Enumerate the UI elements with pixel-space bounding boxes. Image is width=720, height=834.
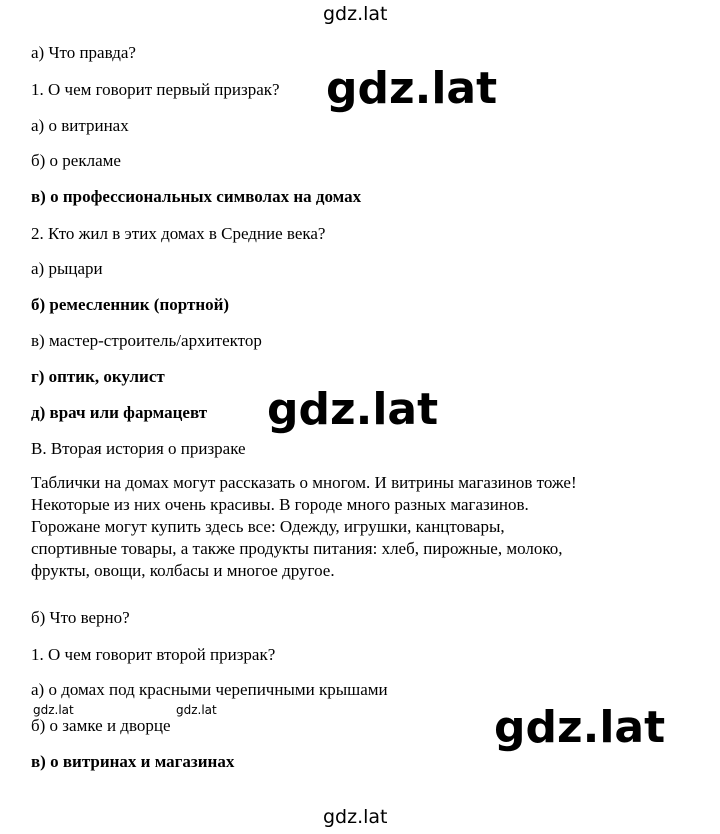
question-2-middle-ages: 2. Кто жил в этих домах в Средние века? — [31, 224, 326, 243]
watermark-big-1: gdz.lat — [326, 63, 498, 114]
answer-option-a: а) о домах под красными черепичными крышами — [31, 680, 388, 699]
watermark-tiny-1: gdz.lat — [33, 703, 74, 717]
watermark-big-3: gdz.lat — [494, 702, 666, 753]
section-heading-true: а) Что правда? — [31, 43, 136, 62]
story-line: спортивные товары, а также продукты питания: хлеб, пирожные, молоко, — [31, 539, 563, 558]
answer-option-b-selected: б) ремесленник (портной) — [31, 295, 230, 314]
answer-option-d-selected: г) оптик, окулист — [31, 367, 165, 386]
answer-option-e-selected: д) врач или фармацевт — [31, 403, 208, 422]
story-line: Горожане могут купить здесь все: Одежду, игрушки, канцтовары, — [31, 517, 505, 536]
question-1-first-ghost: 1. О чем говорит первый призрак? — [31, 80, 280, 99]
watermark-header: gdz.lat — [323, 3, 388, 25]
watermark-tiny-2: gdz.lat — [176, 703, 217, 717]
section-heading-correct: б) Что верно? — [31, 608, 130, 627]
story-line: фрукты, овощи, колбасы и многое другое. — [31, 561, 335, 580]
story-line: Таблички на домах могут рассказать о многом. И витрины магазинов тоже! — [31, 473, 577, 492]
answer-option-c-selected: в) о витринах и магазинах — [31, 752, 235, 771]
answer-option-c-selected: в) о профессиональных символах на домах — [31, 187, 362, 206]
watermark-footer: gdz.lat — [323, 806, 388, 828]
story-title: B. Вторая история о призраке — [31, 439, 246, 458]
story-paragraph — [31, 472, 701, 582]
answer-option-b: б) о рекламе — [31, 151, 121, 170]
answer-option-c: в) мастер-строитель/архитектор — [31, 331, 262, 350]
answer-option-a: а) о витринах — [31, 116, 129, 135]
story-line: Некоторые из них очень красивы. В городе много разных магазинов. — [31, 495, 529, 514]
watermark-big-2: gdz.lat — [267, 384, 439, 435]
question-1-second-ghost: 1. О чем говорит второй призрак? — [31, 645, 276, 664]
answer-option-a: а) рыцари — [31, 259, 103, 278]
answer-option-b: б) о замке и дворце — [31, 716, 171, 735]
